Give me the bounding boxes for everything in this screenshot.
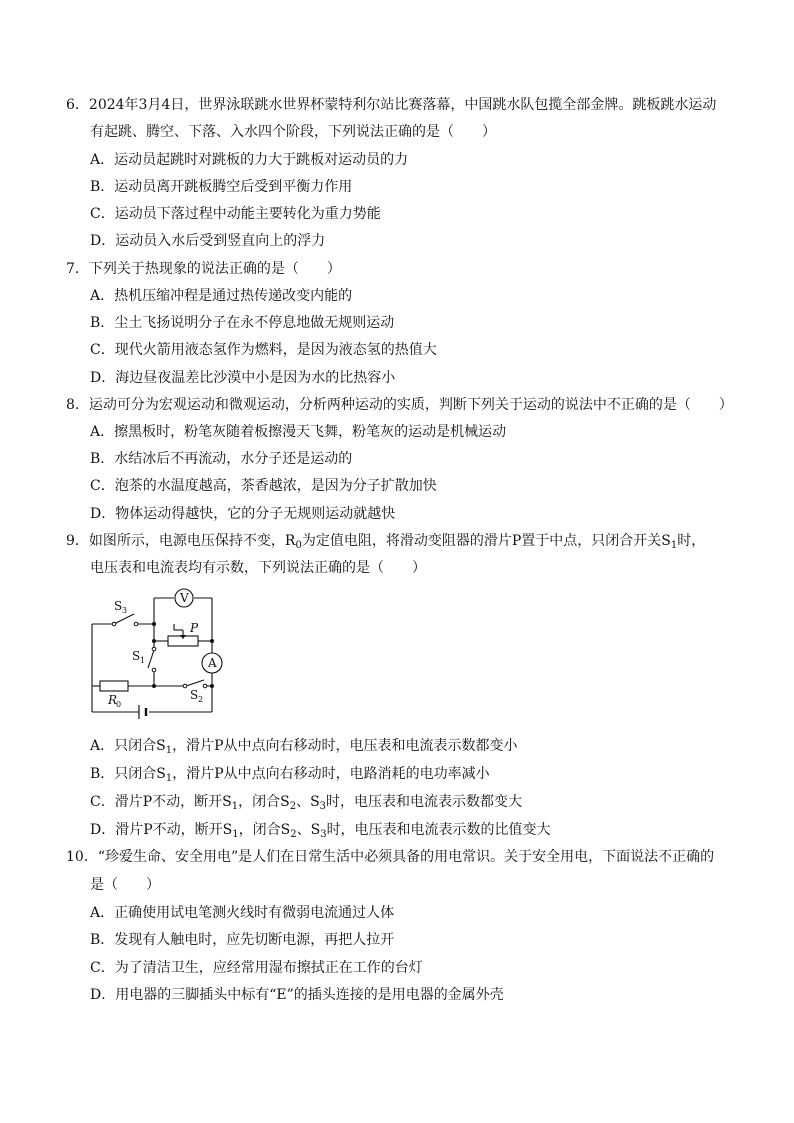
question-text: 2024年3月4日，世界泳联跳水世界杯蒙特利尔站比赛落幕，中国跳水队包揽全部金牌。跳板跳水运动: [88, 97, 717, 113]
question-6-option-c: C．运动员下落过程中动能主要转化为重力势能: [90, 206, 381, 222]
question-number: 9．: [66, 533, 89, 549]
switch-s1-label: S: [132, 649, 141, 663]
question-6-option-b: B．运动员离开跳板腾空后受到平衡力作用: [90, 179, 353, 195]
question-6-stem-line-1: [66, 96, 716, 114]
question-7-option-d: D．海边昼夜温差比沙漠中小是因为水的比热容小: [90, 370, 396, 386]
switch-s2-sub: 2: [198, 695, 204, 704]
question-9-stem-line-2: 电压表和电流表均有示数，下列说法正确的是（ ）: [90, 560, 426, 576]
question-6-option-d: D．运动员入水后受到竖直向上的浮力: [90, 233, 326, 249]
switch-s1-sub: 1: [140, 656, 146, 665]
question-10-stem-line-2: 是（ ）: [90, 877, 160, 893]
question-6-option-a: A．运动员起跳时对跳板的力大于跳板对运动员的力: [90, 152, 409, 168]
question-9-option-d: D．滑片P不动，断开$S_1$，闭合$S_2$、$S_3$时，电压表和电流表示数的比值变大: [90, 822, 551, 840]
question-text: 下列关于热现象的说法正确的是（ ）: [88, 261, 341, 277]
switch-s3-label: S: [114, 599, 123, 613]
question-8-option-b: B．水结冰后不再流动，水分子还是运动的: [90, 451, 353, 467]
question-10-stem-line-1: [66, 848, 714, 866]
switch-s2-label: S: [190, 688, 199, 702]
question-7-option-b: B．尘土飞扬说明分子在永不停息地做无规则运动: [90, 315, 395, 331]
question-9-stem-line-1: 9．如图所示，电源电压保持不变，$R_0$为定值电阻，将滑动变阻器的滑片P置于中点，只闭合开关$S_1$时，: [66, 533, 706, 551]
question-text: 运动可分为宏观运动和微观运动，分析两种运动的实质，判断下列关于运动的说法中不正确的是（ ）: [88, 397, 733, 413]
question-number: 6．: [66, 97, 89, 113]
question-7-option-a: A．热机压缩冲程是通过热传递改变内能的: [90, 288, 353, 304]
question-10-option-a: A．正确使用试电笔测火线时有微弱电流通过人体: [90, 905, 395, 921]
question-7-stem: [66, 260, 341, 278]
ammeter-label: A: [208, 656, 217, 670]
question-10-option-b: B．发现有人触电时，应先切断电源，再把人拉开: [90, 932, 395, 948]
question-7-option-c: C．现代火箭用液态氢作为燃料，是因为液态氢的热值大: [90, 342, 437, 358]
question-6-stem-line-2: 有起跳、腾空、下落、入水四个阶段，下列说法正确的是（ ）: [90, 124, 496, 140]
question-number: 10．: [66, 849, 98, 865]
voltmeter-label: V: [180, 591, 189, 605]
question-8-stem: [66, 396, 733, 414]
resistor-r0-sub: 0: [116, 700, 122, 709]
switch-s3-sub: 3: [122, 606, 128, 615]
question-9-option-a: A．只闭合$S_1$，滑片P从中点向右移动时，电压表和电流表示数都变小: [90, 738, 518, 756]
question-text: “珍爱生命、安全用电”是人们在日常生活中必须具备的用电常识。关于安全用电，下面说法不正确的: [97, 849, 715, 865]
resistor-r0-symbol: [100, 681, 128, 691]
resistor-r0-label: R: [108, 693, 118, 707]
question-8-option-a: A．擦黑板时，粉笔灰随着板擦漫天飞舞，粉笔灰的运动是机械运动: [90, 424, 507, 440]
question-8-option-d: D．物体运动得越快，它的分子无规则运动就越快: [90, 506, 396, 522]
question-number: 8．: [66, 397, 89, 413]
question-9-option-c: C．滑片P不动，断开$S_1$，闭合$S_2$、$S_3$时，电压表和电流表示数都变大: [90, 794, 523, 812]
circuit-diagram: [84, 584, 234, 724]
question-10-option-d: D．用电器的三脚插头中标有“E”的插头连接的是用电器的金属外壳: [90, 987, 504, 1003]
question-9-option-b: B．只闭合$S_1$，滑片P从中点向右移动时，电路消耗的电功率减小: [90, 766, 490, 784]
question-10-option-c: C．为了清洁卫生，应经常用湿布擦拭正在工作的台灯: [90, 960, 423, 976]
question-8-option-c: C．泡茶的水温度越高，茶香越浓，是因为分子扩散加快: [90, 478, 437, 494]
question-number: 7．: [66, 261, 89, 277]
slider-label: P: [190, 621, 199, 635]
